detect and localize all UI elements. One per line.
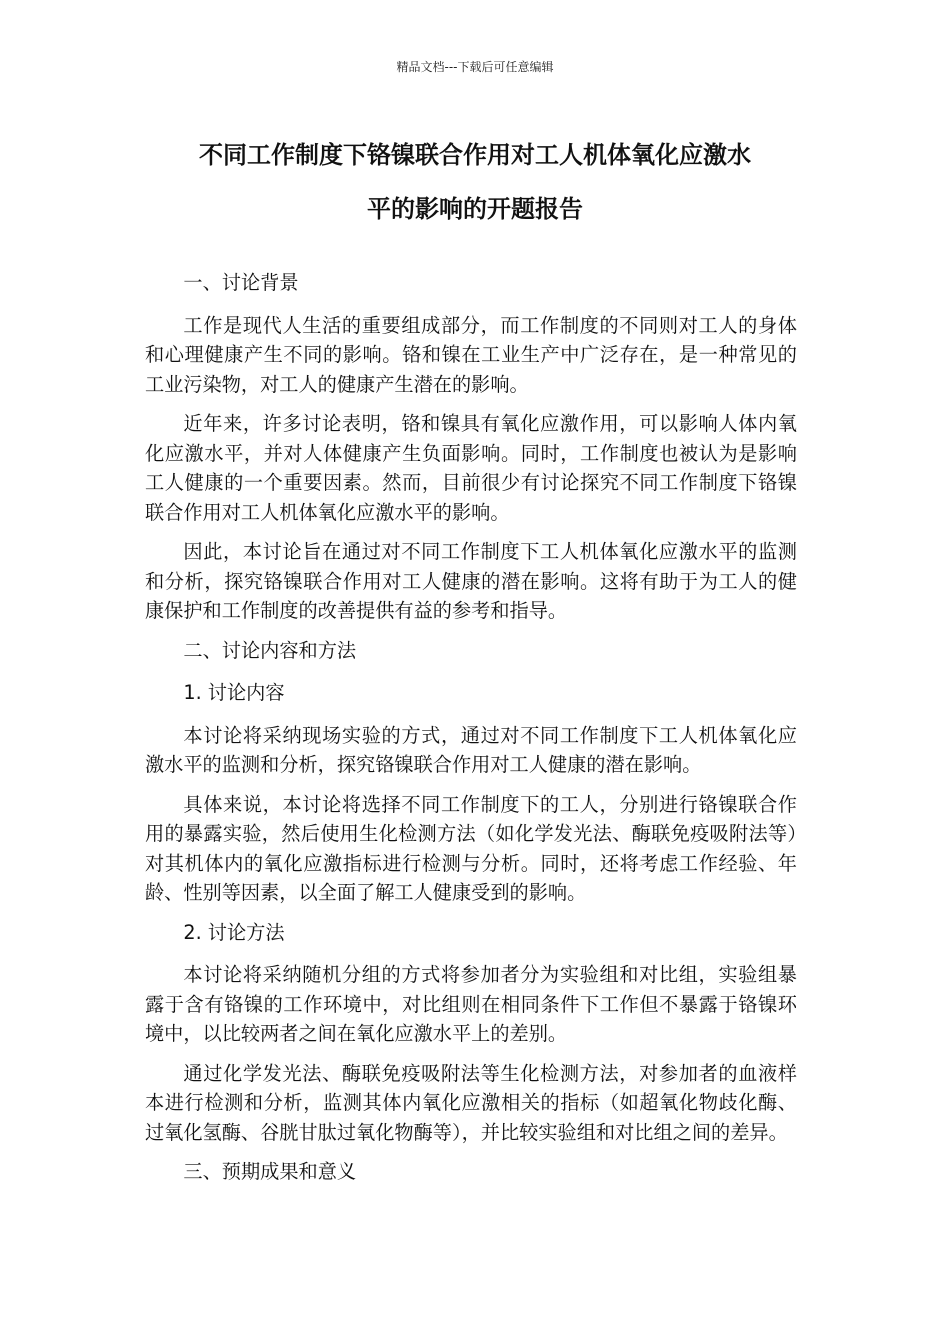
paragraph-content-1: 本讨论将采纳现场实验的方式，通过对不同工作制度下工人机体氧化应激水平的监测和分析，探究铬镍联合作用对工人健康的潜在影响。: [145, 723, 797, 776]
section-heading-content-methods: 二、讨论内容和方法: [183, 638, 357, 662]
paragraph-background-2: 近年来，许多讨论表明，铬和镍具有氧化应激作用，可以影响人体内氧化应激水平，并对人体健康产生负面影响。同时，工作制度也被认为是影响工人健康的一个重要因素。然而，目前很少有讨论探究不同工作制度下铬镍联合作用对工人机体氧化应激水平的影响。: [145, 412, 797, 524]
subheading-content: 1. 讨论内容: [183, 681, 285, 704]
paragraph-background-1: 工作是现代人生活的重要组成部分，而工作制度的不同则对工人的身体和心理健康产生不同的影响。铬和镍在工业生产中广泛存在，是一种常见的工业污染物，对工人的健康产生潜在的影响。: [145, 313, 797, 396]
document-title-line-2: 平的影响的开题报告: [367, 195, 583, 223]
document-title-line-1: 不同工作制度下铬镍联合作用对工人机体氧化应激水: [199, 141, 751, 169]
document-body: [145, 268, 797, 1200]
paragraph-methods-1: 本讨论将采纳随机分组的方式将参加者分为实验组和对比组，实验组暴露于含有铬镍的工作环境中，对比组则在相同条件下工作但不暴露于铬镍环境中，以比较两者之间在氧化应激水平上的差别。: [145, 963, 797, 1045]
page-header-watermark: 精品文档---下载后可任意编辑: [396, 60, 554, 74]
paragraph-methods-2: 通过化学发光法、酶联免疫吸附法等生化检测方法，对参加者的血液样本进行检测和分析，监测其体内氧化应激相关的指标（如超氧化物歧化酶、过氧化氢酶、谷胱甘肽过氧化物酶等），并比较实验组和对比组之间的差异。: [145, 1061, 797, 1144]
section-heading-expected-results: 三、预期成果和意义: [183, 1160, 357, 1183]
paragraph-background-3: 因此，本讨论旨在通过对不同工作制度下工人机体氧化应激水平的监测和分析，探究铬镍联合作用对工人健康的潜在影响。这将有助于为工人的健康保护和工作制度的改善提供有益的参考和指导。: [145, 540, 797, 622]
subheading-methods: 2. 讨论方法: [183, 920, 285, 944]
document-title: [140, 128, 810, 236]
paragraph-content-2: 具体来说，本讨论将选择不同工作制度下的工人，分别进行铬镍联合作用的暴露实验，然后使用生化检测方法（如化学发光法、酶联免疫吸附法等）对其机体内的氧化应激指标进行检测与分析。同时，还将考虑工作经验、年龄、性别等因素，以全面了解工人健康受到的影响。: [145, 792, 797, 904]
section-heading-background: 一、讨论背景: [183, 271, 299, 294]
